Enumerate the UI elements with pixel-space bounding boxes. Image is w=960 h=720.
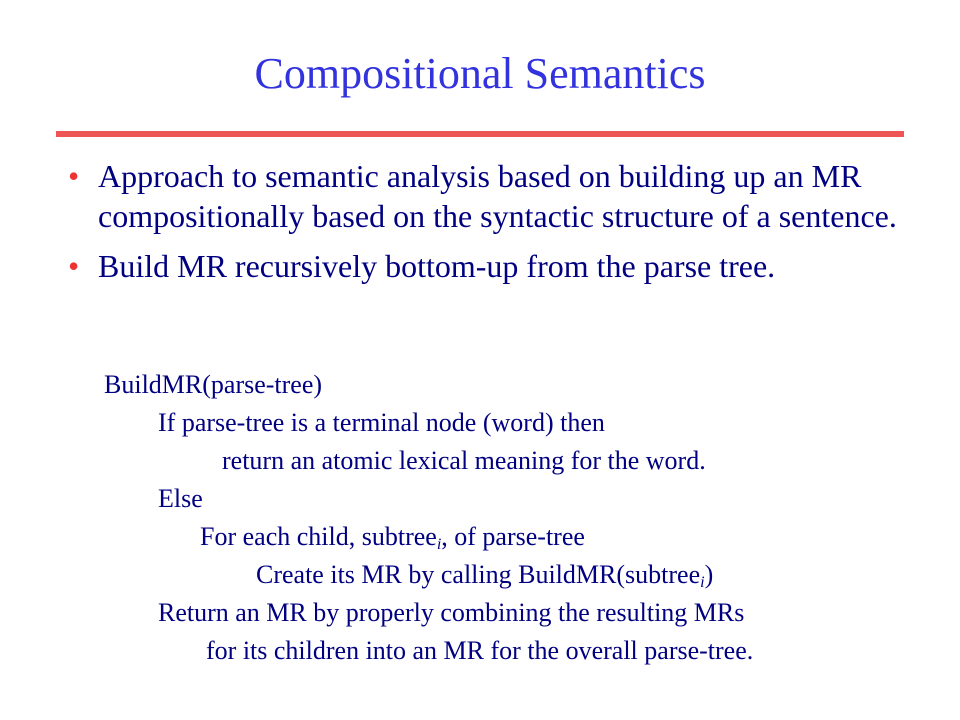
pseudocode-block bbox=[104, 366, 924, 670]
code-line bbox=[104, 518, 924, 556]
code-text: , of parse-tree bbox=[441, 522, 585, 551]
bullet-dot-icon: • bbox=[68, 158, 80, 194]
code-line bbox=[104, 556, 924, 594]
bullet-item bbox=[68, 246, 908, 286]
code-line: return an atomic lexical meaning for the word. bbox=[222, 446, 706, 475]
bullet-list bbox=[68, 156, 908, 296]
code-subscript: i bbox=[436, 536, 442, 553]
bullet-dot-icon: • bbox=[68, 248, 80, 284]
code-line: for its children into an MR for the overall parse-tree. bbox=[206, 636, 754, 665]
code-line: Else bbox=[158, 484, 203, 513]
code-line: BuildMR(parse-tree) bbox=[104, 370, 323, 399]
slide-title: Compositional Semantics bbox=[254, 49, 706, 98]
bullet-item bbox=[68, 156, 908, 236]
bullet-text: Build MR recursively bottom-up from the parse tree. bbox=[98, 248, 776, 284]
code-text: ) bbox=[704, 560, 714, 589]
bullet-text: Approach to semantic analysis based on building up an MR compositionally based on the syntactic structure of a sentence. bbox=[98, 158, 897, 234]
code-line: If parse-tree is a terminal node (word) then bbox=[158, 408, 605, 437]
code-text: For each child, subtree bbox=[200, 522, 437, 551]
code-line: Return an MR by properly combining the resulting MRs bbox=[158, 598, 745, 627]
code-text: Create its MR by calling BuildMR(subtree bbox=[256, 560, 701, 589]
title-divider bbox=[56, 131, 904, 137]
code-subscript: i bbox=[700, 574, 705, 591]
